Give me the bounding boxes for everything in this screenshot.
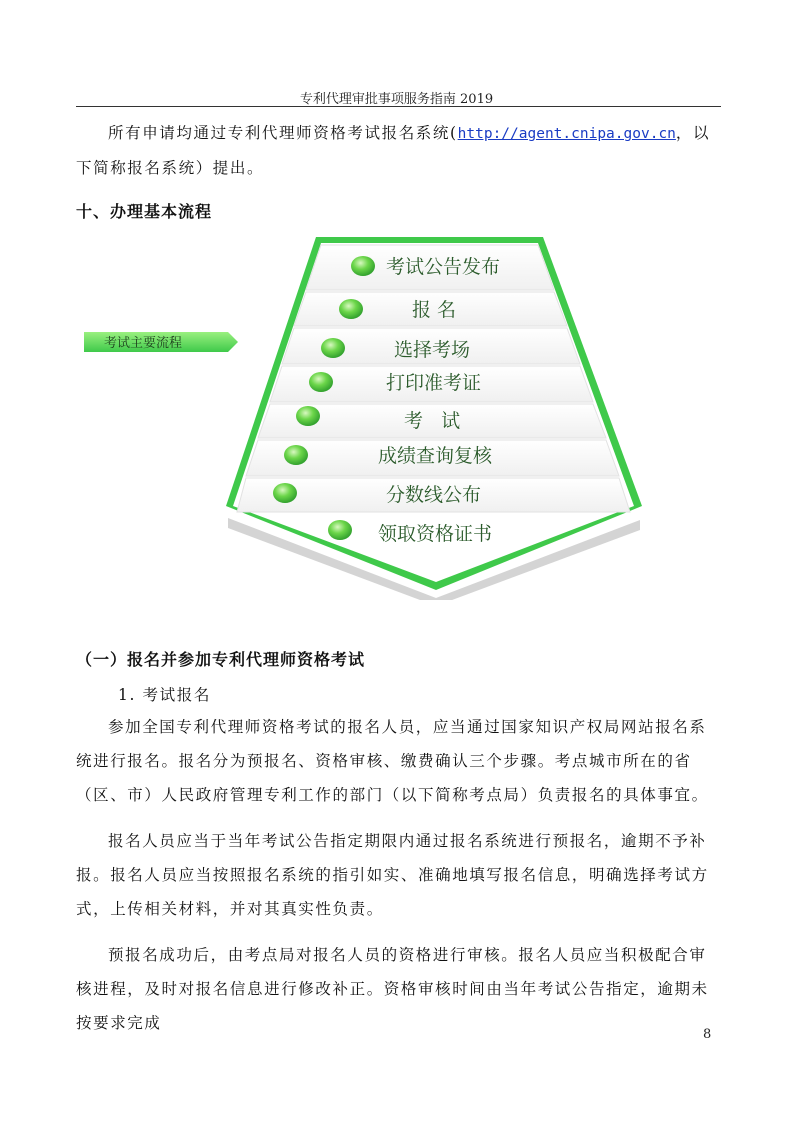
step-3-bullet-icon (321, 338, 345, 358)
flow-step-1: 考试公告发布 (386, 256, 501, 278)
paragraph-2: 报名人员应当于当年考试公告指定期限内通过报名系统进行预报名，逾期不予补报。报名人员应当按照报名系统的指引如实、准确地填写报名信息，明确选择考试方式，上传相关材料，并对其真实性负责。 (76, 832, 709, 918)
flow-step-7: 分数线公布 (386, 484, 482, 506)
step-4-bullet-icon (309, 372, 333, 392)
registration-link[interactable]: http://agent.cnipa.gov.cn (457, 126, 676, 142)
flow-step-3: 选择考场 (394, 339, 471, 361)
paragraph-1: 参加全国专利代理师资格考试的报名人员，应当通过国家知识产权局网站报名系统进行报名。报名分为预报名、资格审核、缴费确认三个步骤。考点城市所在的省（区、市）人民政府管理专利工作的部门（以下简称考点局）负责报名的具体事宜。 (76, 718, 709, 804)
step-1-bullet-icon (351, 256, 375, 276)
step-8-bullet-icon (328, 520, 352, 540)
flow-tab-label: 考试主要流程 (104, 336, 183, 351)
item-one-title: 1. 考试报名 (118, 686, 211, 704)
flow-step-5: 考 试 (404, 410, 461, 432)
intro-text-after: ，以下简称报名系统）提出。 (76, 124, 711, 177)
page-number: 8 (703, 1027, 712, 1042)
intro-text-before: 所有申请均通过专利代理师资格考试报名系统( (108, 124, 458, 142)
step-7-bullet-icon (273, 483, 297, 503)
flow-step-4: 打印准考证 (386, 372, 482, 394)
step-5-bullet-icon (296, 406, 320, 426)
flow-step-8: 领取资格证书 (378, 523, 493, 545)
section-ten-title: 十、办理基本流程 (76, 202, 213, 221)
paragraph-3: 预报名成功后，由考点局对报名人员的资格进行审核。报名人员应当积极配合审核进程，及时对报名信息进行修改补正。资格审核时间由当年考试公告指定，逾期未按要求完成 (76, 946, 709, 1032)
page-header: 专利代理审批事项服务指南 2019 (299, 92, 494, 107)
step-2-bullet-icon (339, 299, 363, 319)
subsection-one-title: （一）报名并参加专利代理师资格考试 (76, 650, 366, 669)
flow-step-2: 报 名 (412, 299, 457, 321)
flow-step-6: 成绩查询复核 (378, 445, 493, 467)
step-6-bullet-icon (284, 445, 308, 465)
